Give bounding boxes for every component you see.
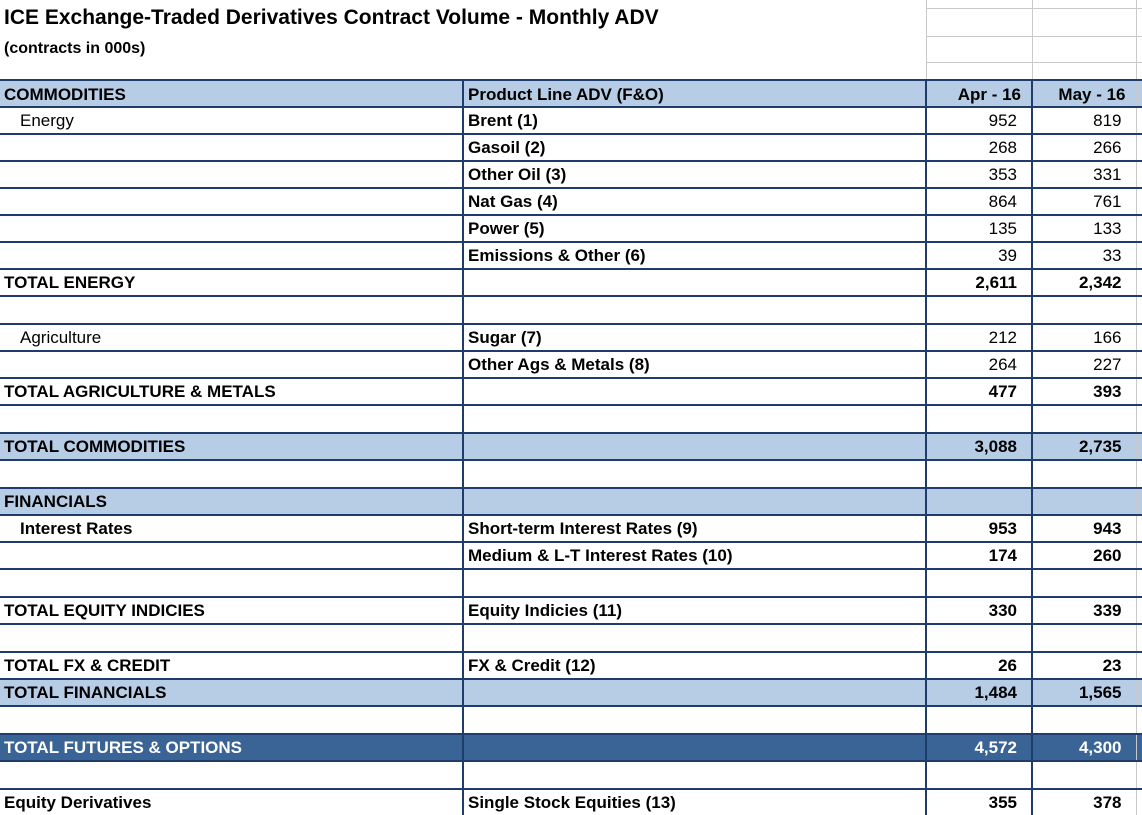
category-cell[interactable]: TOTAL EQUITY INDICIES <box>0 597 463 624</box>
category-cell[interactable] <box>0 134 463 161</box>
product-cell[interactable]: FX & Credit (12) <box>463 652 926 679</box>
may-value-cell[interactable] <box>1032 624 1136 652</box>
category-cell[interactable] <box>0 460 463 488</box>
may-value-cell[interactable]: 33 <box>1032 242 1136 269</box>
apr-value-cell[interactable]: 4,572 <box>926 734 1032 761</box>
apr-value-cell[interactable]: 268 <box>926 134 1032 161</box>
table-row <box>0 351 1142 378</box>
table-row <box>0 378 1142 405</box>
sheet-edge-cell <box>1136 107 1142 134</box>
sheet-gridline <box>1136 0 1137 79</box>
category-cell[interactable] <box>0 569 463 597</box>
table-row <box>0 624 1142 652</box>
table-row <box>0 107 1142 134</box>
sheet-gridline <box>926 0 927 79</box>
apr-value-cell[interactable]: 39 <box>926 242 1032 269</box>
may-value-cell[interactable] <box>1032 488 1136 515</box>
sheet-edge-cell <box>1136 215 1142 242</box>
adv-table <box>0 79 1142 815</box>
may-value-cell[interactable] <box>1032 296 1136 324</box>
category-cell[interactable]: TOTAL ENERGY <box>0 269 463 296</box>
may-value-cell[interactable]: 2,342 <box>1032 269 1136 296</box>
table-header-row <box>0 80 1142 107</box>
report-subtitle: (contracts in 000s) <box>4 40 146 57</box>
may-value-cell[interactable]: 393 <box>1032 378 1136 405</box>
product-cell[interactable]: Nat Gas (4) <box>463 188 926 215</box>
header-may-cell[interactable]: May - 16 <box>1032 80 1136 107</box>
header-apr-cell[interactable]: Apr - 16 <box>926 80 1032 107</box>
table-row <box>0 296 1142 324</box>
may-value-cell[interactable]: 1,565 <box>1032 679 1136 706</box>
sheet-gridline <box>926 8 1142 9</box>
sheet-edge-cell <box>1136 378 1142 405</box>
product-cell[interactable] <box>463 488 926 515</box>
apr-value-cell[interactable]: 3,088 <box>926 433 1032 460</box>
apr-value-cell[interactable]: 952 <box>926 107 1032 134</box>
product-cell[interactable]: Single Stock Equities (13) <box>463 789 926 815</box>
may-value-cell[interactable]: 133 <box>1032 215 1136 242</box>
sheet-edge-cell <box>1136 242 1142 269</box>
category-cell[interactable]: TOTAL FUTURES & OPTIONS <box>0 734 463 761</box>
may-value-cell[interactable] <box>1032 569 1136 597</box>
may-value-cell[interactable]: 227 <box>1032 351 1136 378</box>
report-title: ICE Exchange-Traded Derivatives Contract Volume - Monthly ADV <box>4 6 659 29</box>
sheet-gridline <box>926 62 1142 63</box>
product-cell[interactable] <box>463 269 926 296</box>
table-row <box>0 161 1142 188</box>
sheet-edge-cell <box>1136 433 1142 460</box>
header-product-line-cell[interactable]: Product Line ADV (F&O) <box>463 80 926 107</box>
may-value-cell[interactable]: 260 <box>1032 542 1136 569</box>
apr-value-cell[interactable]: 330 <box>926 597 1032 624</box>
category-cell[interactable] <box>0 296 463 324</box>
product-cell[interactable]: Other Oil (3) <box>463 161 926 188</box>
sheet-edge-cell <box>1136 488 1142 515</box>
may-value-cell[interactable] <box>1032 761 1136 789</box>
category-cell[interactable] <box>0 624 463 652</box>
product-cell[interactable]: Brent (1) <box>463 107 926 134</box>
sheet-edge-cell <box>1136 269 1142 296</box>
product-cell[interactable] <box>463 296 926 324</box>
sheet-edge-cell <box>1136 188 1142 215</box>
table-row <box>0 324 1142 351</box>
product-cell[interactable]: Power (5) <box>463 215 926 242</box>
table-row <box>0 652 1142 679</box>
sheet-gridline <box>926 36 1142 37</box>
category-cell[interactable] <box>0 242 463 269</box>
apr-value-cell[interactable]: 477 <box>926 378 1032 405</box>
may-value-cell[interactable]: 943 <box>1032 515 1136 542</box>
table-row <box>0 569 1142 597</box>
apr-value-cell[interactable] <box>926 624 1032 652</box>
may-value-cell[interactable]: 2,735 <box>1032 433 1136 460</box>
sheet-edge-cell <box>1136 542 1142 569</box>
category-cell[interactable]: TOTAL COMMODITIES <box>0 433 463 460</box>
may-value-cell[interactable]: 339 <box>1032 597 1136 624</box>
sheet-edge-cell <box>1136 161 1142 188</box>
category-cell[interactable] <box>0 405 463 433</box>
category-cell[interactable]: TOTAL AGRICULTURE & METALS <box>0 378 463 405</box>
may-value-cell[interactable]: 266 <box>1032 134 1136 161</box>
sheet-edge-cell <box>1136 679 1142 706</box>
table-row <box>0 433 1142 460</box>
sheet-gridline <box>1032 0 1033 79</box>
product-cell[interactable]: Sugar (7) <box>463 324 926 351</box>
apr-value-cell[interactable]: 355 <box>926 789 1032 815</box>
apr-value-cell[interactable] <box>926 761 1032 789</box>
category-cell[interactable] <box>0 706 463 734</box>
product-cell[interactable] <box>463 624 926 652</box>
apr-value-cell[interactable] <box>926 405 1032 433</box>
product-cell[interactable] <box>463 405 926 433</box>
sheet-edge-cell <box>1136 80 1142 107</box>
table-row <box>0 679 1142 706</box>
apr-value-cell[interactable]: 135 <box>926 215 1032 242</box>
may-value-cell[interactable] <box>1032 706 1136 734</box>
sheet-edge-cell <box>1136 624 1142 652</box>
apr-value-cell[interactable]: 953 <box>926 515 1032 542</box>
product-cell[interactable]: Equity Indicies (11) <box>463 597 926 624</box>
may-value-cell[interactable] <box>1032 405 1136 433</box>
sheet-edge-cell <box>1136 324 1142 351</box>
apr-value-cell[interactable]: 353 <box>926 161 1032 188</box>
sheet-edge-cell <box>1136 134 1142 161</box>
may-value-cell[interactable]: 166 <box>1032 324 1136 351</box>
table-row <box>0 460 1142 488</box>
product-cell[interactable] <box>463 460 926 488</box>
table-row <box>0 215 1142 242</box>
apr-value-cell[interactable]: 212 <box>926 324 1032 351</box>
sheet-edge-cell <box>1136 652 1142 679</box>
may-value-cell[interactable]: 23 <box>1032 652 1136 679</box>
product-cell[interactable]: Short-term Interest Rates (9) <box>463 515 926 542</box>
table-row <box>0 488 1142 515</box>
may-value-cell[interactable]: 819 <box>1032 107 1136 134</box>
product-cell[interactable] <box>463 679 926 706</box>
category-cell[interactable] <box>0 761 463 789</box>
sheet-edge-cell <box>1136 761 1142 789</box>
apr-value-cell[interactable]: 1,484 <box>926 679 1032 706</box>
product-cell[interactable]: Medium & L-T Interest Rates (10) <box>463 542 926 569</box>
category-cell[interactable] <box>0 215 463 242</box>
table-row <box>0 134 1142 161</box>
category-cell[interactable]: Agriculture <box>0 324 463 351</box>
category-cell[interactable] <box>0 188 463 215</box>
table-row <box>0 761 1142 789</box>
sheet-edge-cell <box>1136 789 1142 815</box>
apr-value-cell[interactable]: 174 <box>926 542 1032 569</box>
category-cell[interactable] <box>0 351 463 378</box>
category-cell[interactable]: Interest Rates <box>0 515 463 542</box>
sheet-edge-cell <box>1136 405 1142 433</box>
product-cell[interactable]: Gasoil (2) <box>463 134 926 161</box>
may-value-cell[interactable] <box>1032 460 1136 488</box>
category-cell[interactable]: Equity Derivatives <box>0 789 463 815</box>
product-cell[interactable]: Other Ags & Metals (8) <box>463 351 926 378</box>
category-cell[interactable] <box>0 542 463 569</box>
product-cell[interactable] <box>463 761 926 789</box>
apr-value-cell[interactable]: 264 <box>926 351 1032 378</box>
sheet-edge-cell <box>1136 351 1142 378</box>
table-row <box>0 789 1142 815</box>
sheet-edge-cell <box>1136 296 1142 324</box>
table-row <box>0 188 1142 215</box>
apr-value-cell[interactable] <box>926 706 1032 734</box>
sheet-edge-cell <box>1136 515 1142 542</box>
table-row <box>0 597 1142 624</box>
apr-value-cell[interactable] <box>926 296 1032 324</box>
category-cell[interactable]: Energy <box>0 107 463 134</box>
apr-value-cell[interactable]: 26 <box>926 652 1032 679</box>
may-value-cell[interactable]: 331 <box>1032 161 1136 188</box>
apr-value-cell[interactable] <box>926 488 1032 515</box>
table-row <box>0 542 1142 569</box>
table-row <box>0 515 1142 542</box>
category-cell[interactable] <box>0 161 463 188</box>
sheet-edge-cell <box>1136 460 1142 488</box>
product-cell[interactable] <box>463 433 926 460</box>
product-cell[interactable] <box>463 706 926 734</box>
sheet-edge-cell <box>1136 734 1142 761</box>
may-value-cell[interactable]: 4,300 <box>1032 734 1136 761</box>
table-row <box>0 242 1142 269</box>
product-cell[interactable]: Emissions & Other (6) <box>463 242 926 269</box>
sheet-edge-cell <box>1136 569 1142 597</box>
table-row <box>0 734 1142 761</box>
product-cell[interactable] <box>463 569 926 597</box>
table-row <box>0 269 1142 296</box>
category-cell[interactable]: FINANCIALS <box>0 488 463 515</box>
apr-value-cell[interactable] <box>926 460 1032 488</box>
sheet-edge-cell <box>1136 597 1142 624</box>
may-value-cell[interactable]: 761 <box>1032 188 1136 215</box>
apr-value-cell[interactable]: 864 <box>926 188 1032 215</box>
product-cell[interactable] <box>463 378 926 405</box>
category-cell[interactable]: TOTAL FX & CREDIT <box>0 652 463 679</box>
header-section-cell[interactable]: COMMODITIES <box>0 80 463 107</box>
sheet-edge-cell <box>1136 706 1142 734</box>
table-row <box>0 405 1142 433</box>
table-row <box>0 706 1142 734</box>
apr-value-cell[interactable] <box>926 569 1032 597</box>
may-value-cell[interactable]: 378 <box>1032 789 1136 815</box>
category-cell[interactable]: TOTAL FINANCIALS <box>0 679 463 706</box>
product-cell[interactable] <box>463 734 926 761</box>
apr-value-cell[interactable]: 2,611 <box>926 269 1032 296</box>
